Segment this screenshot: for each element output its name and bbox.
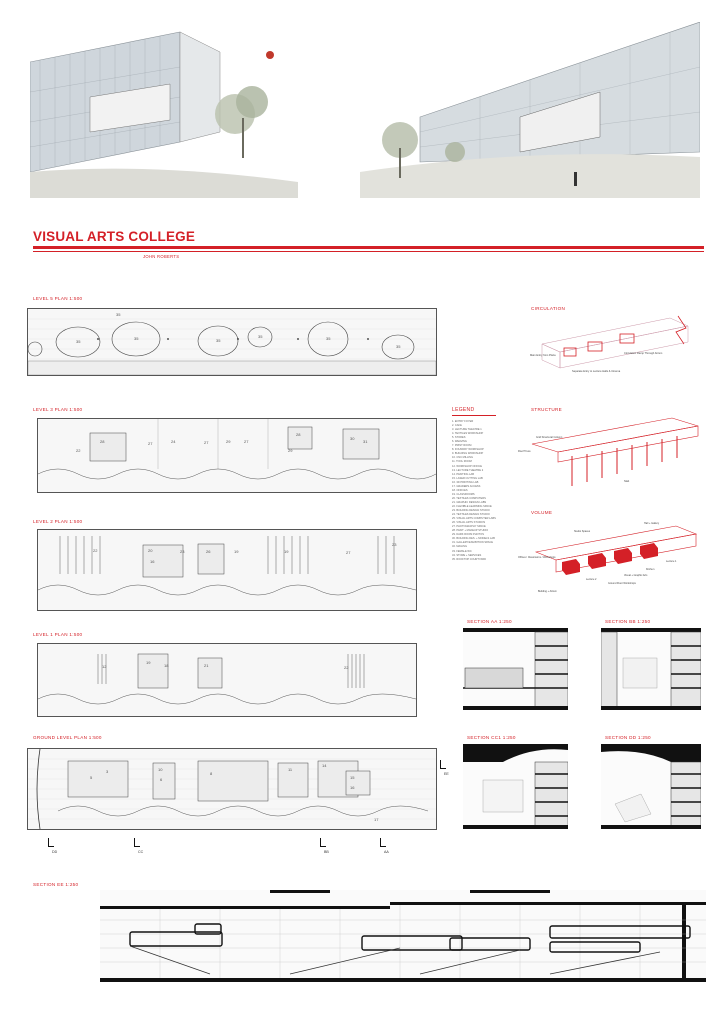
legend-item: 26. VISUAL ARTS STUDIOS bbox=[452, 521, 486, 525]
volume-note: Kitchen bbox=[646, 568, 655, 571]
room-number: 10 bbox=[158, 767, 163, 772]
room-number: 14 bbox=[322, 763, 327, 768]
room-number: 22 bbox=[76, 448, 81, 453]
room-number: 5 bbox=[90, 775, 93, 780]
volume-note: Visual + Graphic Arts bbox=[624, 574, 648, 577]
legend-item: 24. TEXTILES DESIGN STUDIO bbox=[452, 513, 490, 517]
legend-item: 14. PAINTING LAB bbox=[452, 472, 475, 476]
volume-note: Hall + Gallery bbox=[644, 522, 660, 525]
section-marker-label: CC bbox=[138, 850, 144, 854]
room-number: 18 bbox=[164, 663, 169, 668]
legend-item: 29. DARK ROOM PHOTOS bbox=[452, 533, 484, 537]
section-aa bbox=[463, 628, 568, 710]
circulation-diagram bbox=[528, 314, 698, 384]
legend-item: 13. LECTURE THEATRE 2 bbox=[452, 468, 484, 472]
room-number: 15 bbox=[350, 775, 355, 780]
legend-item: 1. ENTRY FOYER bbox=[452, 420, 474, 423]
room-number: 6 bbox=[160, 777, 163, 782]
room-number: 28 bbox=[296, 432, 301, 437]
volume-note: Lecture 1 bbox=[666, 560, 677, 563]
legend-item: 19. CLASSROOMS bbox=[452, 492, 475, 496]
exterior-render-right bbox=[360, 22, 700, 198]
legend-item: 9. BUILDING WORKSHOP bbox=[452, 452, 484, 456]
room-number: 16 bbox=[150, 559, 155, 564]
section-dd-label: SECTION DD 1:250 bbox=[605, 735, 651, 740]
structure-label: STRUCTURE bbox=[531, 407, 563, 412]
room-number: 35 bbox=[326, 336, 331, 341]
exterior-render-left bbox=[30, 22, 298, 198]
room-number: 17 bbox=[374, 817, 379, 822]
ground-plan bbox=[27, 748, 437, 830]
room-number: 16 bbox=[350, 785, 355, 790]
legend-item: 3. LECTURE THEATRE 1 bbox=[452, 428, 482, 432]
room-number: 27 bbox=[244, 439, 249, 444]
room-number: 11 bbox=[288, 767, 293, 772]
room-number: 27 bbox=[148, 441, 153, 446]
room-number: 3 bbox=[106, 769, 109, 774]
room-number: 27 bbox=[204, 440, 209, 445]
room-number: 19 bbox=[234, 549, 239, 554]
section-ee bbox=[100, 890, 706, 982]
section-cc1-label: SECTION CC1 1:250 bbox=[467, 735, 516, 740]
structure-diagram bbox=[512, 414, 702, 494]
circulation-label: CIRCULATION bbox=[531, 306, 566, 311]
legend-item: 17. GRADERS ACCESS bbox=[452, 484, 481, 488]
legend-item: 23. BUILDING DESIGN STUDIO bbox=[452, 509, 490, 513]
room-number: 12 bbox=[102, 664, 107, 669]
level2-plan-label: LEVEL 2 PLAN 1:500 bbox=[33, 519, 83, 524]
legend-item: 32. MAILING bbox=[452, 545, 467, 549]
legend-item: 15. LASER CUTTING LAB bbox=[452, 476, 483, 480]
room-number: 35 bbox=[116, 312, 121, 317]
author-name: JOHN ROBERTS bbox=[143, 254, 180, 259]
room-number: 22 bbox=[344, 665, 349, 670]
legend-item: 31. GALLERY/EXHIBITION SPACE bbox=[452, 541, 493, 545]
room-number: 29 bbox=[226, 439, 231, 444]
legend-item: 16. 3D PRINTING LAB bbox=[452, 480, 479, 484]
legend-list bbox=[452, 420, 496, 562]
legend-item: 28. PAINT + MAKEUP STUDIO bbox=[452, 529, 489, 533]
room-number: 23 bbox=[392, 542, 397, 547]
title-rule-thin bbox=[33, 251, 704, 252]
level5-plan bbox=[27, 308, 437, 376]
room-number: 20 bbox=[148, 548, 153, 553]
room-number: 8 bbox=[210, 771, 213, 776]
room-number: 19 bbox=[284, 549, 289, 554]
section-aa-label: SECTION AA 1:250 bbox=[467, 619, 512, 624]
legend-item: 11. TOOL ROOM bbox=[452, 460, 472, 464]
circulation-note: Circulation Ramp Through Atrium bbox=[624, 352, 663, 355]
legend-item: 4. TEXTILES WORKSHOP bbox=[452, 432, 484, 436]
volume-note: Offices / Classrooms / Workshops bbox=[518, 556, 556, 559]
level3-plan-label: LEVEL 3 PLAN 1:500 bbox=[33, 407, 83, 412]
legend-item: 35. ROOFTOP COURTYARD bbox=[452, 557, 486, 561]
legend-item: 5. STORES bbox=[452, 436, 466, 440]
legend-item: 8. FOUNDRY WORKSHOP bbox=[452, 448, 484, 452]
room-number: 26 bbox=[206, 549, 211, 554]
section-ee-label: SECTION EE 1:250 bbox=[33, 882, 79, 887]
volume-diagram bbox=[516, 518, 702, 602]
legend-item: 34. STORE + SERVICES bbox=[452, 553, 482, 557]
legend-rule bbox=[452, 415, 496, 416]
room-number: 35 bbox=[76, 339, 81, 344]
legend-item: 30. BUILDING DES. + MODELS LAB bbox=[452, 537, 495, 541]
legend-item: 12. WORKSHOP OFFICE bbox=[452, 464, 482, 468]
section-bb-label: SECTION BB 1:250 bbox=[605, 619, 651, 624]
legend-title: LEGEND bbox=[452, 407, 475, 413]
level1-plan bbox=[37, 643, 417, 717]
legend-item: 20. TEXTILES COMPUTERS bbox=[452, 496, 486, 500]
ground-plan-label: GROUND LEVEL PLAN 1:500 bbox=[33, 735, 102, 740]
room-number: 27 bbox=[346, 550, 351, 555]
room-number: 22 bbox=[93, 548, 98, 553]
circulation-note: Main Entry from Plaza bbox=[530, 354, 556, 357]
legend-item: 33. FEMALE WC bbox=[452, 549, 472, 553]
room-number: 24 bbox=[171, 439, 176, 444]
room-number: 35 bbox=[216, 338, 221, 343]
legend-item: 22. FLEXIBLE LEARNING SPACE bbox=[452, 504, 492, 508]
room-number: 31 bbox=[363, 439, 368, 444]
section-marker-label: BB bbox=[324, 850, 329, 854]
section-marker-label: DD bbox=[52, 850, 58, 854]
structure-note: Slab bbox=[624, 480, 630, 483]
volume-note: Studio Spaces bbox=[574, 530, 591, 533]
section-marker-label: AA bbox=[384, 850, 389, 854]
legend-item: 21. GRAPHIC DESIGN LABS bbox=[452, 500, 487, 504]
circulation-note: Separate Entry to Lecture Halls & Cinema bbox=[572, 370, 621, 373]
volume-note: Building + Atrium bbox=[538, 590, 557, 593]
legend-item: 18. OFFICES bbox=[452, 488, 468, 492]
legend-item: 2. CAFE bbox=[452, 424, 462, 428]
level3-plan bbox=[37, 418, 437, 493]
page-title: VISUAL ARTS COLLEGE bbox=[33, 229, 196, 244]
room-number: 21 bbox=[204, 663, 209, 668]
legend-item: 10. CNC MILLING bbox=[452, 456, 474, 460]
volume-label: VOLUME bbox=[531, 510, 553, 515]
room-number: 30 bbox=[350, 436, 355, 441]
level5-plan-label: LEVEL 5 PLAN 1:500 bbox=[33, 296, 83, 301]
room-number: 23 bbox=[180, 549, 185, 554]
section-dd bbox=[601, 744, 701, 829]
room-number: 35 bbox=[134, 336, 139, 341]
volume-note: Ground Floor Workshops bbox=[608, 582, 636, 585]
section-marker-label: EE bbox=[444, 772, 449, 776]
legend-item: 7. PRINT ROOM bbox=[452, 444, 472, 448]
structure-note: Roof Truss bbox=[518, 450, 531, 453]
legend-item: 6. WEAVING bbox=[452, 440, 467, 444]
volume-note: Lecture 2 bbox=[586, 578, 597, 581]
room-number: 19 bbox=[146, 660, 151, 665]
level1-plan-label: LEVEL 1 PLAN 1:500 bbox=[33, 632, 83, 637]
section-bb bbox=[601, 628, 701, 710]
room-number: 35 bbox=[396, 344, 401, 349]
room-number: 35 bbox=[258, 334, 263, 339]
room-number: 29 bbox=[288, 448, 293, 453]
legend-item: 25. VISUAL ARTS COMPUTER LABS bbox=[452, 517, 496, 521]
level2-plan bbox=[37, 529, 417, 611]
section-cc1 bbox=[463, 744, 568, 829]
room-number: 28 bbox=[100, 439, 105, 444]
legend-item: 27. PHOTOGRAPHY SPACE bbox=[452, 525, 486, 529]
structure-note: Grid Structural Column bbox=[536, 436, 563, 439]
title-rule bbox=[33, 246, 704, 249]
